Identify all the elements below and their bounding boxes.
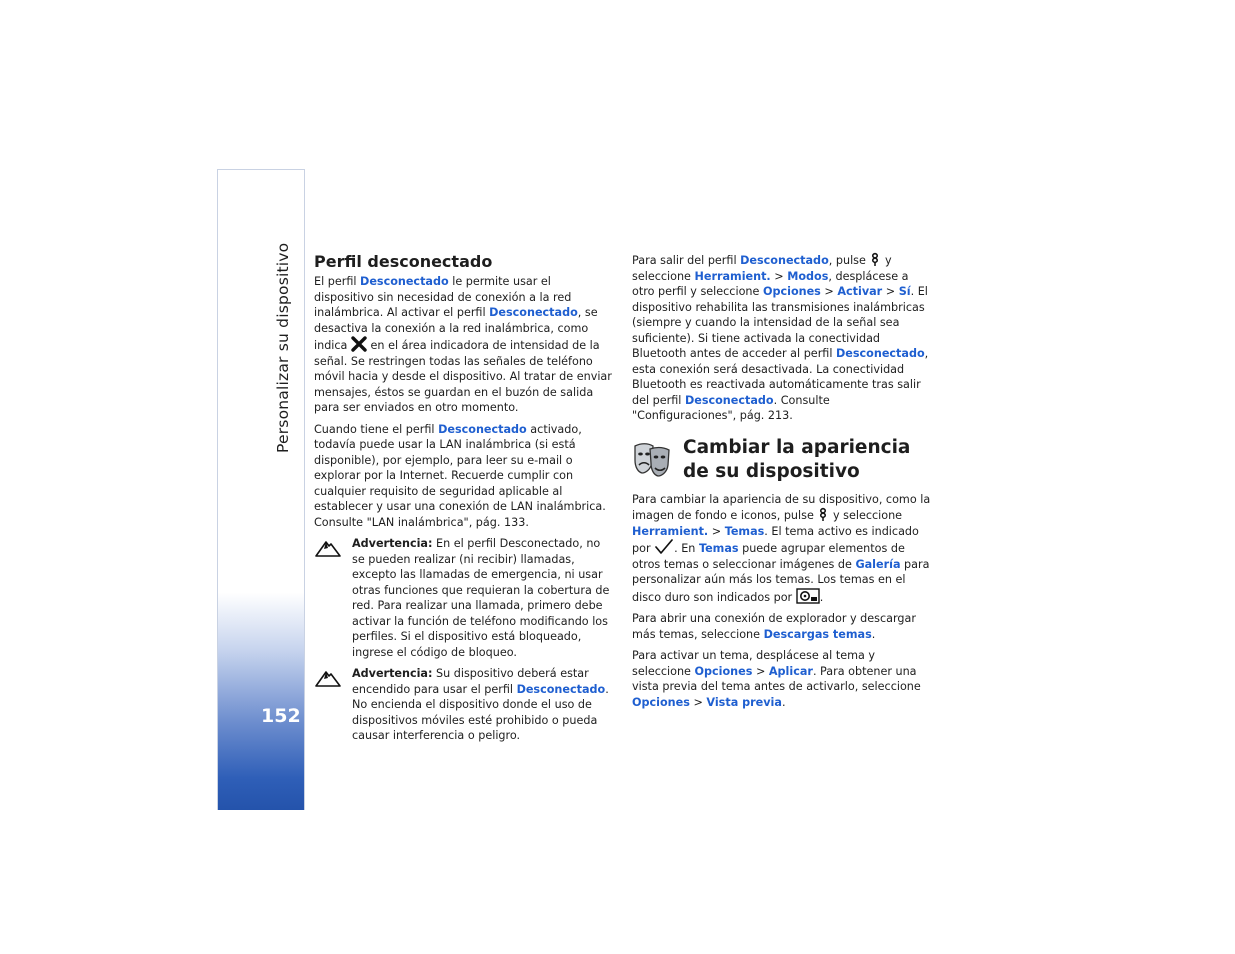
- text: Para abrir una conexión de explorador y descargar más temas, seleccione: [632, 612, 916, 641]
- keyword-desconectado: Desconectado: [740, 254, 829, 267]
- heading-line-1: Cambiar la apariencia: [683, 436, 911, 458]
- checkmark-icon: [654, 539, 674, 555]
- warning-text-1: [352, 536, 614, 660]
- menu-key-icon: [817, 507, 829, 522]
- theme-masks-icon: [632, 440, 672, 478]
- keyword-temas: Temas: [698, 542, 739, 555]
- text: en el área indicadora de intensidad de la señal. Se restringen todas las señales de teléfono móvil hacia y desde el dispositivo. Al tratar de enviar mensajes, éstos se guardan en el buzón de salida para ser enviados en otro momento.: [314, 339, 612, 414]
- text: , pulse: [828, 254, 870, 267]
- keyword-activar: Activar: [837, 285, 883, 298]
- text: >: [752, 664, 769, 678]
- menu-key-icon: [869, 252, 881, 267]
- warning-label: Advertencia:: [352, 537, 433, 550]
- keyword-descargas-temas: Descargas temas: [763, 627, 872, 641]
- keyword-si: Sí: [898, 285, 911, 298]
- text: le permite usar el dispositivo sin necesidad de conexión a la red inalámbrica. Al activar el perfil: [314, 275, 572, 319]
- keyword-desconectado: Desconectado: [489, 306, 578, 319]
- keyword-galeria: Galería: [855, 557, 901, 571]
- text: >: [820, 285, 838, 298]
- paragraph-offline-intro: [314, 274, 614, 416]
- keyword-vista-previa: Vista previa: [706, 695, 782, 709]
- text: y seleccione: [829, 509, 903, 522]
- text: . Consulte "Configuraciones", pág. 213.: [632, 393, 830, 422]
- text: activado, todavía puede usar la LAN inalámbrica (si está disponible), por ejemplo, para leer su e-mail o explorar por la Internet. Recuerde cumplir con cualquier requisito de seguridad aplicable al establecer y usar una conexión de LAN inalámbrica. Consulte "LAN inalámbrica", pág. 133.: [314, 422, 606, 529]
- text: .: [819, 590, 824, 604]
- keyword-desconectado: Desconectado: [684, 393, 774, 407]
- text: .: [871, 627, 876, 641]
- paragraph-download-themes: [632, 611, 932, 642]
- section-heading-offline: Perfil desconectado: [314, 252, 493, 271]
- keyword-temas: Temas: [724, 524, 765, 538]
- text: . Para obtener una vista previa del tema antes de activarlo, seleccione: [632, 664, 921, 693]
- text: El perfil: [314, 275, 361, 288]
- text: para personalizar aún más los temas. Los temas en el disco duro son indicados por: [632, 557, 930, 604]
- text: Para cambiar la apariencia de su dispositivo, como la imagen de fondo e iconos, pulse: [632, 492, 931, 522]
- text: >: [708, 524, 725, 538]
- text: Para salir del perfil: [632, 254, 741, 267]
- text: .: [781, 695, 786, 709]
- keyword-desconectado: Desconectado: [360, 275, 449, 288]
- heading-line-2: de su dispositivo: [683, 460, 860, 482]
- section-header-themes: [632, 436, 932, 484]
- paragraph-offline-wlan: [314, 422, 614, 531]
- text: . No encienda el dispositivo donde el uso de dispositivos móviles esté prohibido o pueda causar interferencia o peligro.: [352, 682, 609, 742]
- text: En el perfil Desconectado, no se pueden realizar (ni recibir) llamadas, excepto las llamadas de emergencia, ni usar otras funciones que requieran la cobertura de red. Para realizar una llamada, primero debe activar la función de teléfono modificando los perfiles. Si el dispositivo está bloqueado, ingrese el código de bloqueo.: [352, 537, 610, 659]
- keyword-opciones: Opciones: [632, 695, 690, 709]
- text: Para activar un tema, desplácese al tema y seleccione: [632, 649, 876, 678]
- warning-icon: [314, 538, 342, 558]
- text: . En: [674, 542, 699, 555]
- text: y seleccione: [632, 254, 892, 283]
- warning-block-2: [314, 666, 614, 744]
- keyword-desconectado: Desconectado: [438, 422, 527, 436]
- text: Su dispositivo deberá estar encendido para usar el perfil: [352, 667, 589, 696]
- keyword-opciones: Opciones: [694, 664, 753, 678]
- text: >: [689, 695, 707, 709]
- text: , desplácese a otro perfil y seleccione: [632, 269, 909, 298]
- chapter-title: Personalizar su dispositivo: [274, 242, 292, 453]
- text: , se desactiva la conexión a la red inalámbrica, como indica: [314, 306, 598, 352]
- paragraph-activate-theme: [632, 648, 932, 710]
- section-heading-themes: [683, 436, 932, 484]
- left-column: [314, 252, 614, 744]
- keyword-opciones: Opciones: [762, 285, 821, 298]
- paragraph-exit-offline: [632, 252, 932, 424]
- text: >: [770, 269, 788, 283]
- text: . El dispositivo rehabilita las transmisiones inalámbricas (siempre y cuando la intensidad de la señal sea suficiente). Si tiene activada la conectividad Bluetooth antes de acceder al perfil: [632, 285, 928, 360]
- keyword-modos: Modos: [787, 269, 829, 283]
- keyword-herramient: Herramient.: [694, 269, 771, 283]
- keyword-desconectado: Desconectado: [516, 682, 606, 696]
- warning-text-2: [352, 666, 614, 744]
- text: . El tema activo es indicado por: [632, 524, 919, 555]
- warning-icon: [314, 668, 342, 688]
- text: , esta conexión será desactivada. La conectividad Bluetooth es reactivada automáticamente tras salir del perfil: [632, 347, 929, 407]
- hard-disk-icon: [796, 588, 820, 604]
- right-column: [632, 252, 932, 710]
- warning-block-1: [314, 536, 614, 660]
- keyword-aplicar: Aplicar: [768, 664, 813, 678]
- text: puede agrupar elementos de otros temas o seleccionar imágenes de: [632, 542, 905, 571]
- offline-x-icon: [351, 336, 367, 352]
- text: Cuando tiene el perfil: [314, 422, 439, 436]
- text: >: [882, 285, 899, 298]
- keyword-desconectado: Desconectado: [836, 347, 925, 360]
- page-number: 152: [261, 705, 301, 727]
- warning-label: Advertencia:: [352, 667, 433, 680]
- paragraph-themes-intro: [632, 492, 932, 606]
- keyword-herramient: Herramient.: [632, 524, 709, 538]
